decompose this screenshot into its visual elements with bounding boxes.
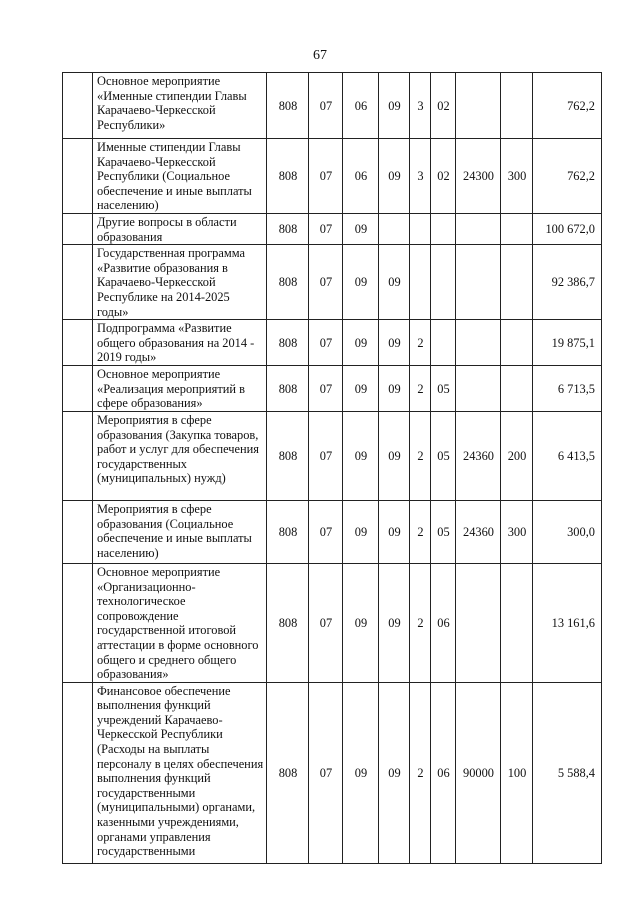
row-name: Основное мероприятие «Именные стипендии Главы Карачаево-Черкесской Республики» [93, 73, 267, 139]
code-program: 09 [379, 411, 410, 500]
row-name: Подпрограмма «Развитие общего образования на 2014 - 2019 годы» [93, 320, 267, 366]
row-blank-cell [63, 213, 93, 244]
code-subprogram: 2 [410, 682, 431, 863]
code-ved: 808 [267, 682, 309, 863]
code-direction [456, 365, 501, 411]
code-pr: 09 [343, 563, 379, 682]
code-rz: 07 [309, 563, 343, 682]
table-row [63, 500, 602, 563]
code-expense-type: 200 [501, 411, 533, 500]
code-event: 06 [431, 563, 456, 682]
code-rz: 07 [309, 682, 343, 863]
code-rz: 07 [309, 320, 343, 366]
code-event: 05 [431, 365, 456, 411]
code-pr: 09 [343, 320, 379, 366]
row-blank-cell [63, 365, 93, 411]
row-sum: 300,0 [533, 500, 602, 563]
code-rz: 07 [309, 500, 343, 563]
row-name: Основное мероприятие «Реализация мероприятий в сфере образования» [93, 365, 267, 411]
code-event: 02 [431, 139, 456, 214]
code-expense-type [501, 213, 533, 244]
code-subprogram [410, 213, 431, 244]
code-pr: 09 [343, 500, 379, 563]
row-blank-cell [63, 500, 93, 563]
code-event: 06 [431, 682, 456, 863]
table-row [63, 245, 602, 320]
code-direction: 90000 [456, 682, 501, 863]
code-pr: 09 [343, 213, 379, 244]
code-program: 09 [379, 365, 410, 411]
code-expense-type [501, 563, 533, 682]
row-sum: 762,2 [533, 73, 602, 139]
row-sum: 5 588,4 [533, 682, 602, 863]
code-subprogram: 2 [410, 320, 431, 366]
row-sum: 6 713,5 [533, 365, 602, 411]
code-direction [456, 320, 501, 366]
table-row [63, 213, 602, 244]
row-sum: 92 386,7 [533, 245, 602, 320]
row-sum: 19 875,1 [533, 320, 602, 366]
code-expense-type [501, 365, 533, 411]
code-program: 09 [379, 139, 410, 214]
row-sum: 100 672,0 [533, 213, 602, 244]
code-rz: 07 [309, 365, 343, 411]
code-event: 05 [431, 411, 456, 500]
code-program [379, 213, 410, 244]
table-row [63, 365, 602, 411]
budget-table [62, 72, 602, 864]
code-program: 09 [379, 245, 410, 320]
code-program: 09 [379, 320, 410, 366]
table-row [63, 682, 602, 863]
row-blank-cell [63, 73, 93, 139]
code-rz: 07 [309, 213, 343, 244]
code-pr: 09 [343, 411, 379, 500]
code-ved: 808 [267, 245, 309, 320]
code-expense-type [501, 73, 533, 139]
code-direction [456, 245, 501, 320]
code-expense-type: 300 [501, 500, 533, 563]
row-name: Государственная программа «Развитие образования в Карачаево-Черкесской Республике на 2014-2025 годы» [93, 245, 267, 320]
row-sum: 13 161,6 [533, 563, 602, 682]
code-subprogram: 3 [410, 139, 431, 214]
code-event [431, 320, 456, 366]
code-subprogram: 2 [410, 365, 431, 411]
row-blank-cell [63, 682, 93, 863]
code-direction [456, 213, 501, 244]
row-blank-cell [63, 320, 93, 366]
row-name: Основное мероприятие «Организационно-технологическое сопровождение государственной итоговой аттестации в форме основного общего и среднего общего образования» [93, 563, 267, 682]
code-event [431, 213, 456, 244]
code-pr: 06 [343, 139, 379, 214]
code-rz: 07 [309, 73, 343, 139]
code-pr: 09 [343, 245, 379, 320]
code-pr: 06 [343, 73, 379, 139]
code-rz: 07 [309, 411, 343, 500]
row-name: Именные стипендии Главы Карачаево-Черкесской Республики (Социальное обеспечение и иные выплаты населению) [93, 139, 267, 214]
row-name: Мероприятия в сфере образования (Закупка товаров, работ и услуг для обеспечения государственных (муниципальных) нужд) [93, 411, 267, 500]
table-row [63, 563, 602, 682]
code-subprogram [410, 245, 431, 320]
row-name: Финансовое обеспечение выполнения функций учреждений Карачаево-Черкесской Республики (Расходы на выплаты персоналу в целях обеспечения выполнения функций государственными (муниципальными) органами, казенными учреждениями, органами управления государственными [93, 682, 267, 863]
code-ved: 808 [267, 563, 309, 682]
code-subprogram: 3 [410, 73, 431, 139]
code-subprogram: 2 [410, 563, 431, 682]
code-event: 02 [431, 73, 456, 139]
code-rz: 07 [309, 245, 343, 320]
table-row [63, 320, 602, 366]
row-sum: 6 413,5 [533, 411, 602, 500]
row-name: Мероприятия в сфере образования (Социальное обеспечение и иные выплаты населению) [93, 500, 267, 563]
code-subprogram: 2 [410, 411, 431, 500]
row-blank-cell [63, 139, 93, 214]
code-expense-type: 100 [501, 682, 533, 863]
row-blank-cell [63, 563, 93, 682]
code-event: 05 [431, 500, 456, 563]
code-subprogram: 2 [410, 500, 431, 563]
code-ved: 808 [267, 213, 309, 244]
code-direction: 24360 [456, 411, 501, 500]
row-blank-cell [63, 411, 93, 500]
code-ved: 808 [267, 411, 309, 500]
code-ved: 808 [267, 365, 309, 411]
code-ved: 808 [267, 500, 309, 563]
code-program: 09 [379, 500, 410, 563]
code-expense-type [501, 245, 533, 320]
table-row [63, 139, 602, 214]
code-pr: 09 [343, 365, 379, 411]
code-program: 09 [379, 682, 410, 863]
code-program: 09 [379, 73, 410, 139]
code-direction [456, 563, 501, 682]
table-body [63, 73, 602, 864]
table-row [63, 411, 602, 500]
code-event [431, 245, 456, 320]
code-expense-type: 300 [501, 139, 533, 214]
row-blank-cell [63, 245, 93, 320]
code-rz: 07 [309, 139, 343, 214]
code-ved: 808 [267, 320, 309, 366]
code-direction [456, 73, 501, 139]
table-row [63, 73, 602, 139]
code-direction: 24300 [456, 139, 501, 214]
code-direction: 24360 [456, 500, 501, 563]
code-expense-type [501, 320, 533, 366]
code-program: 09 [379, 563, 410, 682]
code-ved: 808 [267, 73, 309, 139]
page-number: 67 [313, 48, 327, 63]
code-pr: 09 [343, 682, 379, 863]
row-sum: 762,2 [533, 139, 602, 214]
row-name: Другие вопросы в области образования [93, 213, 267, 244]
code-ved: 808 [267, 139, 309, 214]
